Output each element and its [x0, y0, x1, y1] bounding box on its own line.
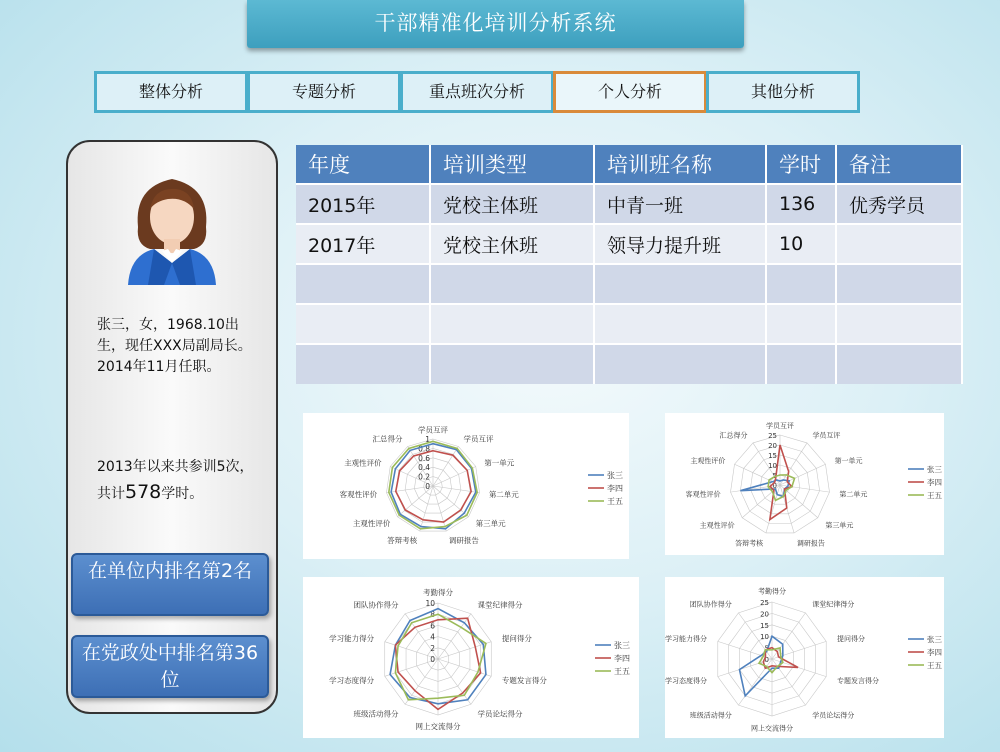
table-row — [296, 344, 962, 384]
table-cell — [766, 304, 836, 344]
category-label: 班级活动得分 — [353, 709, 399, 719]
table-cell — [430, 344, 594, 384]
table-cell: 中青一班 — [594, 184, 766, 224]
category-label: 学习能力得分 — [329, 634, 375, 644]
table-cell — [594, 344, 766, 384]
radar-chart-4 — [665, 577, 944, 738]
category-label: 课堂纪律得分 — [477, 600, 523, 610]
category-label: 学员互评 — [463, 434, 494, 444]
category-label: 团队协作得分 — [353, 600, 399, 610]
col-header-hours: 学时 — [766, 145, 836, 184]
radar-chart-3 — [303, 577, 639, 738]
tick-label: 25 — [760, 599, 769, 607]
category-label: 学员论坛得分 — [812, 711, 855, 720]
tick-label: 20 — [768, 442, 777, 450]
axis-spoke — [438, 614, 471, 659]
training-records-table — [296, 145, 963, 384]
tick-label: 0.8 — [418, 444, 430, 454]
category-label: 专题发言得分 — [837, 677, 880, 686]
table-cell — [594, 264, 766, 304]
category-label: 学员互评 — [418, 425, 448, 435]
training-hours: 578 — [125, 481, 162, 503]
legend-label: 王五 — [607, 497, 623, 506]
table-cell: 优秀学员 — [836, 184, 962, 224]
tick-label: 15 — [760, 621, 769, 630]
tick-label: 0 — [425, 482, 430, 491]
training-prefix: 2013年以来共参训5次，共计 — [97, 459, 254, 502]
category-label: 提问得分 — [837, 634, 866, 643]
table-cell: 领导力提升班 — [594, 224, 766, 264]
series-line-3 — [395, 614, 486, 700]
tick-label: 10 — [768, 462, 777, 470]
tab-personal-analysis[interactable]: 个人分析 — [553, 71, 707, 113]
table-cell — [296, 304, 430, 344]
tick-label: 5 — [772, 472, 777, 480]
legend-label: 张三 — [927, 465, 942, 474]
radar-chart-1 — [303, 413, 629, 559]
legend-label: 王五 — [614, 667, 630, 676]
table-cell: 党校主休班 — [430, 224, 594, 264]
category-label: 课堂纪律得分 — [812, 600, 855, 609]
tick-label: 6 — [430, 621, 435, 631]
category-label: 考勤得分 — [758, 587, 786, 596]
training-suffix: 学时。 — [161, 486, 204, 502]
category-label: 第二单元 — [839, 490, 868, 499]
table-cell: 2017年 — [296, 224, 430, 264]
tick-label: 20 — [760, 610, 769, 619]
table-row — [296, 304, 962, 344]
tick-label: 5 — [764, 644, 769, 653]
radar-chart-4-svg — [665, 577, 944, 738]
table-cell — [836, 264, 962, 304]
category-label: 第三单元 — [825, 521, 854, 530]
tick-label: 15 — [768, 452, 777, 460]
category-label: 网上交流得分 — [751, 724, 793, 733]
category-label: 答辩考核 — [387, 536, 418, 546]
category-label: 第二单元 — [488, 490, 519, 500]
category-label: 班级活动得分 — [689, 711, 732, 720]
category-label: 主观性评价 — [352, 518, 391, 528]
rank-in-department-button[interactable]: 在党政处中排名第36位 — [71, 635, 269, 698]
table-row — [296, 224, 962, 264]
tick-label: 10 — [425, 599, 435, 608]
category-label: 第一单元 — [484, 458, 515, 468]
table-row — [296, 184, 962, 224]
legend-label: 王五 — [927, 491, 942, 500]
col-header-class-name: 培训班名称 — [594, 145, 766, 184]
legend-label: 李四 — [614, 654, 630, 663]
category-label: 网上交流得分 — [415, 722, 461, 732]
axis-spoke — [438, 659, 491, 676]
legend-label: 张三 — [607, 471, 623, 480]
table-cell: 党校主体班 — [430, 184, 594, 224]
tick-label: 0 — [772, 482, 777, 490]
rank-in-unit-button[interactable]: 在单位内排名第2名 — [71, 553, 269, 616]
category-label: 专题发言得分 — [501, 675, 547, 685]
tick-label: 0 — [764, 656, 769, 664]
col-header-training-type: 培训类型 — [430, 145, 594, 184]
col-header-year: 年度 — [296, 145, 430, 184]
category-label: 学习态度得分 — [665, 677, 707, 686]
legend-label: 李四 — [927, 478, 942, 487]
profile-card — [66, 140, 278, 714]
tick-label: 0 — [430, 655, 435, 664]
radar-chart-2-svg — [665, 413, 944, 555]
tick-label: 8 — [430, 610, 435, 620]
legend-label: 李四 — [607, 484, 623, 493]
category-label: 学员互评 — [766, 422, 794, 430]
col-header-remarks: 备注 — [836, 145, 962, 184]
table-cell — [296, 264, 430, 304]
category-label: 客观性评价 — [339, 490, 378, 500]
table-cell — [766, 264, 836, 304]
tick-label: 1 — [425, 435, 430, 444]
table-cell — [594, 304, 766, 344]
legend-label: 王五 — [927, 661, 942, 670]
tick-label: 25 — [768, 432, 777, 440]
profile-training-summary — [97, 455, 257, 507]
radar-chart-2 — [665, 413, 944, 555]
tab-topic-analysis[interactable]: 专题分析 — [247, 71, 401, 113]
category-label: 答辩考核 — [735, 539, 764, 548]
tab-key-class-analysis[interactable]: 重点班次分析 — [400, 71, 554, 113]
tab-other-analysis[interactable]: 其他分析 — [706, 71, 860, 113]
table-cell — [296, 344, 430, 384]
tick-label: 0.4 — [418, 463, 430, 473]
tab-overall-analysis[interactable]: 整体分析 — [94, 71, 248, 113]
tick-label: 0.2 — [418, 472, 430, 482]
table-cell — [430, 304, 594, 344]
category-label: 第三单元 — [475, 518, 506, 528]
category-label: 学员论坛得分 — [477, 709, 523, 719]
legend-label: 张三 — [927, 635, 942, 644]
table-cell — [836, 344, 962, 384]
category-label: 主观性评价 — [690, 457, 726, 466]
category-label: 主观性评价 — [344, 458, 382, 468]
legend-label: 张三 — [614, 641, 630, 650]
app-title: 干部精准化培训分析系统 — [247, 0, 744, 48]
category-label: 客观性评价 — [685, 490, 721, 499]
radar-chart-3-svg — [303, 577, 639, 738]
table-cell — [766, 344, 836, 384]
category-label: 提问得分 — [501, 634, 532, 644]
table-cell — [430, 264, 594, 304]
category-label: 汇总得分 — [719, 431, 748, 440]
radar-chart-1-svg — [303, 413, 629, 559]
tick-label: 2 — [430, 643, 435, 653]
table-header-row — [296, 145, 962, 184]
profile-bio: 张三，女，1968.10出生，现任XXX局副局长。2014年11月任职。 — [97, 317, 252, 375]
category-label: 学习态度得分 — [329, 675, 375, 685]
table-cell: 136 — [766, 184, 836, 224]
tick-label: 0.6 — [418, 453, 430, 463]
table-cell: 10 — [766, 224, 836, 264]
category-label: 调研报告 — [796, 539, 825, 548]
table-cell — [836, 304, 962, 344]
table-cell: 2015年 — [296, 184, 430, 224]
category-label: 汇总得分 — [372, 434, 403, 444]
category-label: 团队协作得分 — [689, 600, 732, 609]
category-label: 主观性评价 — [699, 521, 735, 530]
category-label: 学习能力得分 — [665, 634, 707, 643]
table-cell — [836, 224, 962, 264]
category-label: 第一单元 — [834, 457, 863, 466]
category-label: 考勤得分 — [423, 587, 453, 597]
nav-tabs — [94, 71, 859, 113]
legend-label: 李四 — [927, 648, 942, 657]
category-label: 调研报告 — [448, 536, 479, 546]
tick-label: 10 — [760, 633, 769, 642]
tick-label: 4 — [430, 632, 435, 642]
avatar — [124, 167, 220, 285]
category-label: 学员互评 — [812, 431, 841, 440]
table-row — [296, 264, 962, 304]
